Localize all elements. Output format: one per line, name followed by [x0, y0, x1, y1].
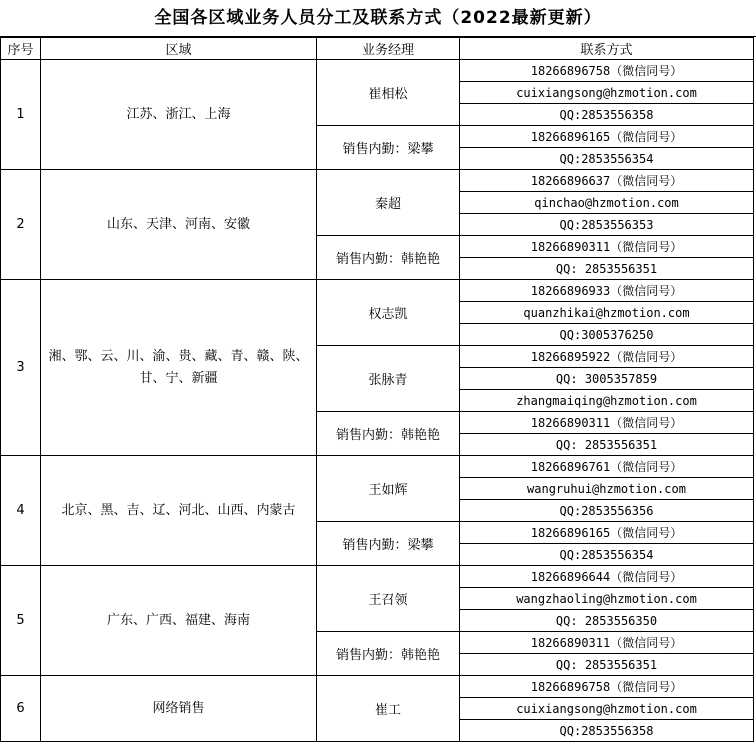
- contact-qq: QQ: 2853556351: [460, 434, 754, 456]
- manager-cell: 销售内勤：韩艳艳: [317, 412, 460, 456]
- manager-cell: 销售内勤：梁攀: [317, 522, 460, 566]
- contact-qq: QQ:2853556354: [460, 148, 754, 170]
- table-row: [1, 170, 754, 192]
- contact-qq: QQ:2853556356: [460, 500, 754, 522]
- table-row: [1, 566, 754, 588]
- row-number: 3: [1, 280, 41, 456]
- contact-email: quanzhikai@hzmotion.com: [460, 302, 754, 324]
- contact-qq: QQ:3005376250: [460, 324, 754, 346]
- contact-phone: 18266896165（微信同号）: [460, 522, 754, 544]
- contact-qq: QQ:2853556358: [460, 104, 754, 126]
- contact-phone: 18266896644（微信同号）: [460, 566, 754, 588]
- contact-email: zhangmaiqing@hzmotion.com: [460, 390, 754, 412]
- row-number: 2: [1, 170, 41, 280]
- contact-email: cuixiangsong@hzmotion.com: [460, 82, 754, 104]
- manager-cell: 秦超: [317, 170, 460, 236]
- contact-qq: QQ:2853556354: [460, 544, 754, 566]
- header-manager: 业务经理: [317, 38, 460, 60]
- manager-cell: 张脉青: [317, 346, 460, 412]
- manager-cell: 王如辉: [317, 456, 460, 522]
- region-cell: 江苏、浙江、上海: [41, 60, 317, 170]
- region-cell: 广东、广西、福建、海南: [41, 566, 317, 676]
- table-row: [1, 60, 754, 82]
- contact-qq: QQ: 2853556351: [460, 654, 754, 676]
- contact-phone: 18266896761（微信同号）: [460, 456, 754, 478]
- manager-cell: 销售内勤：韩艳艳: [317, 236, 460, 280]
- table-row: [1, 456, 754, 478]
- contact-phone: 18266895922（微信同号）: [460, 346, 754, 368]
- contact-phone: 18266890311（微信同号）: [460, 632, 754, 654]
- row-number: 1: [1, 60, 41, 170]
- manager-cell: 权志凯: [317, 280, 460, 346]
- region-cell: 网络销售: [41, 676, 317, 742]
- contact-qq: QQ:2853556358: [460, 720, 754, 742]
- table-row: [1, 280, 754, 302]
- contact-email: qinchao@hzmotion.com: [460, 192, 754, 214]
- contact-phone: 18266896933（微信同号）: [460, 280, 754, 302]
- contact-qq: QQ: 3005357859: [460, 368, 754, 390]
- contact-table: [0, 37, 754, 742]
- contact-qq: QQ:2853556353: [460, 214, 754, 236]
- manager-cell: 销售内勤：梁攀: [317, 126, 460, 170]
- contact-email: cuixiangsong@hzmotion.com: [460, 698, 754, 720]
- row-number: 5: [1, 566, 41, 676]
- contact-phone: 18266896758（微信同号）: [460, 60, 754, 82]
- table-row: [1, 676, 754, 698]
- manager-cell: 崔相松: [317, 60, 460, 126]
- contact-phone: 18266896758（微信同号）: [460, 676, 754, 698]
- header-row: [1, 38, 754, 60]
- header-region: 区域: [41, 38, 317, 60]
- header-no: 序号: [1, 38, 41, 60]
- manager-cell: 崔工: [317, 676, 460, 742]
- region-cell: 北京、黑、吉、辽、河北、山西、内蒙古: [41, 456, 317, 566]
- contact-phone: 18266890311（微信同号）: [460, 236, 754, 258]
- contact-email: wangzhaoling@hzmotion.com: [460, 588, 754, 610]
- contact-phone: 18266890311（微信同号）: [460, 412, 754, 434]
- row-number: 4: [1, 456, 41, 566]
- contact-phone: 18266896165（微信同号）: [460, 126, 754, 148]
- contact-qq: QQ: 2853556351: [460, 258, 754, 280]
- region-cell: 山东、天津、河南、安徽: [41, 170, 317, 280]
- region-cell: 湘、鄂、云、川、渝、贵、藏、青、赣、陕、甘、宁、新疆: [41, 280, 317, 456]
- table-body: [1, 60, 754, 742]
- contact-qq: QQ: 2853556350: [460, 610, 754, 632]
- sheet-title: 全国各区域业务人员分工及联系方式（2022最新更新）: [0, 0, 756, 37]
- manager-cell: 销售内勤：韩艳艳: [317, 632, 460, 676]
- header-contact: 联系方式: [460, 38, 754, 60]
- contact-phone: 18266896637（微信同号）: [460, 170, 754, 192]
- manager-cell: 王召领: [317, 566, 460, 632]
- contact-email: wangruhui@hzmotion.com: [460, 478, 754, 500]
- row-number: 6: [1, 676, 41, 742]
